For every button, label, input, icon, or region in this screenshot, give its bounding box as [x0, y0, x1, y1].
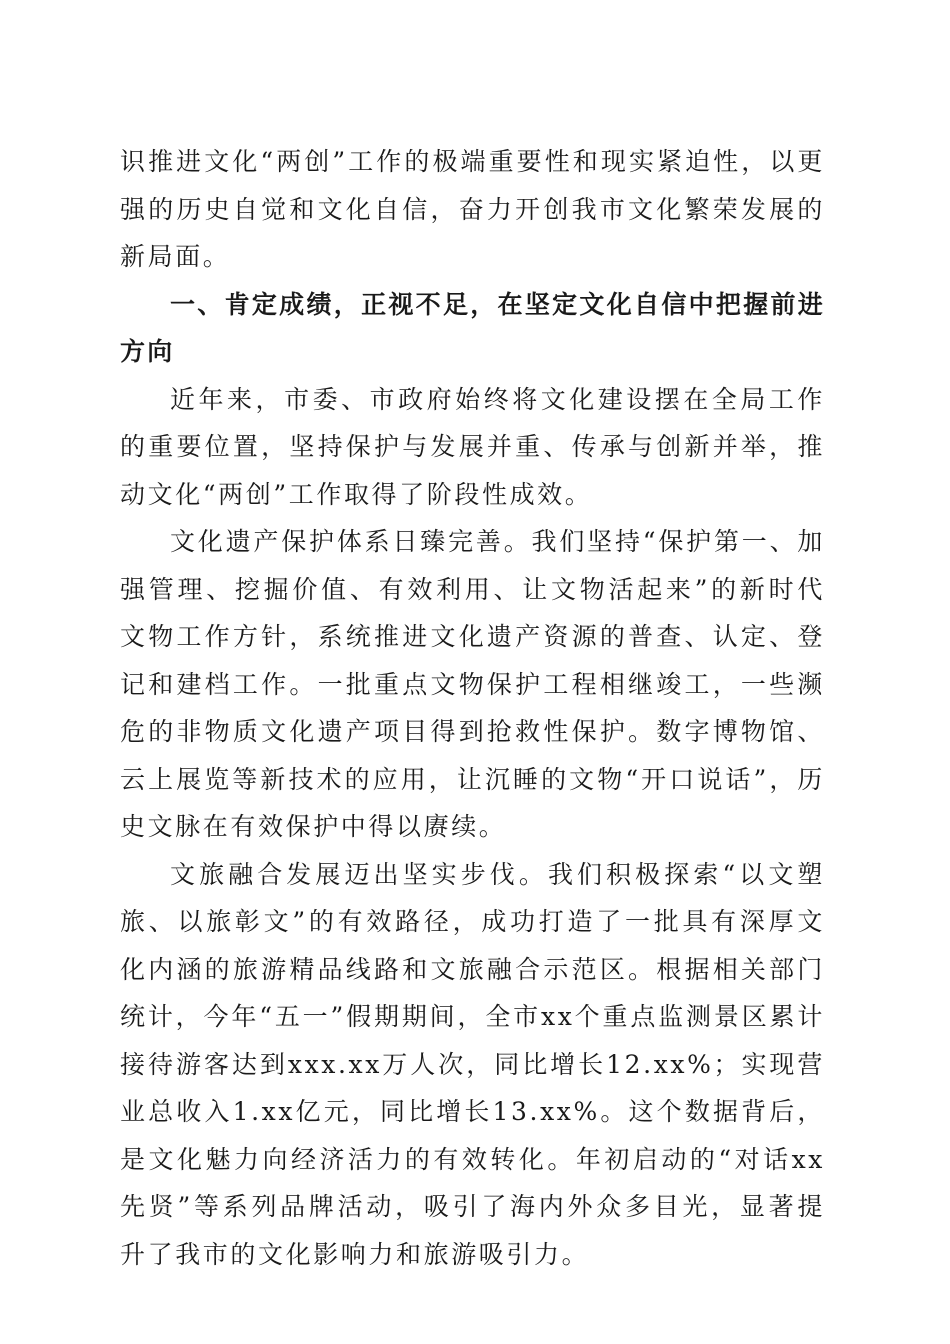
- continuation-paragraph: 识推进文化“两创”工作的极端重要性和现实紧迫性，以更强的历史自觉和文化自信，奋力开创我市文化繁荣发展的新局面。: [120, 147, 825, 271]
- tourism-paragraph: 文旅融合发展迈出坚实步伐。我们积极探索“以文塑旅、以旅彰文”的有效路径，成功打造了一批具有深厚文化内涵的旅游精品线路和文旅融合示范区。根据相关部门统计，今年“五一”假期期间，全市xx个重点监测景区累计接待游客达到xxx.xx万人次，同比增长12.xx%；实现营业总收入1.xx亿元，同比增长13.xx%。这个数据背后，是文化魅力向经济活力的有效转化。年初启动的“对话xx先贤”等系列品牌活动，吸引了海内外众多目光，显著提升了我市的文化影响力和旅游吸引力。: [120, 859, 825, 1269]
- heritage-paragraph: 文化遗产保护体系日臻完善。我们坚持“保护第一、加强管理、挖掘价值、有效利用、让文物活起来”的新时代文物工作方针，系统推进文化遗产资源的普查、认定、登记和建档工作。一批重点文物保护工程相继竣工，一些濒危的非物质文化遗产项目得到抢救性保护。数字博物馆、云上展览等新技术的应用，让沉睡的文物“开口说话”，历史文脉在有效保护中得以赓续。: [120, 527, 825, 841]
- intro-paragraph: 近年来，市委、市政府始终将文化建设摆在全局工作的重要位置，坚持保护与发展并重、传承与创新并举，推动文化“两创”工作取得了阶段性成效。: [120, 384, 825, 509]
- section-heading: 一、肯定成绩，正视不足，在坚定文化自信中把握前进方向: [120, 289, 825, 366]
- document-body: [120, 138, 825, 1278]
